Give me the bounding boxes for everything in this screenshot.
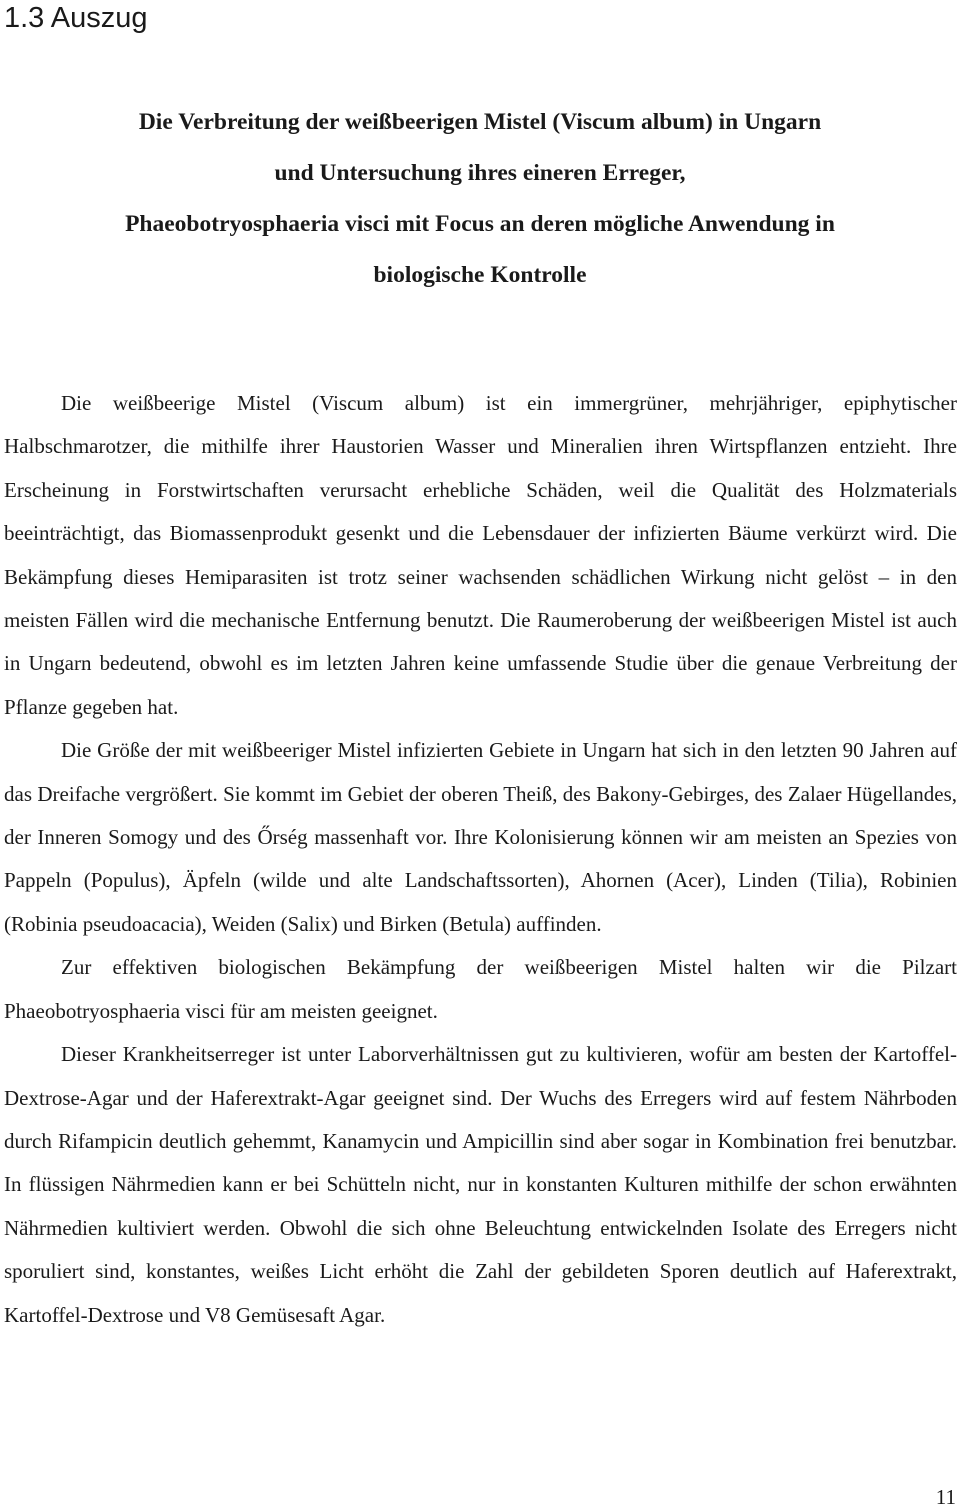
document-title xyxy=(0,97,960,301)
title-line: und Untersuchung ihres eineren Erreger, xyxy=(274,160,686,186)
title-line: biologische Kontrolle xyxy=(373,262,587,288)
abstract-body xyxy=(4,382,957,1337)
body-paragraph: Die Größe der mit weißbeeriger Mistel infizierten Gebiete in Ungarn hat sich in den letzten 90 Jahren auf das Dreifache vergrößert. Sie kommt im Gebiet der oberen Theiß, des Bakony-Gebirges, des Zalaer Hügellandes, der Inneren Somogy und des Őrség massenhaft vor. Ihre Kolonisierung können wir am meisten an Spezies von Pappeln (Populus), Äpfeln (wilde und alte Landschaftssorten), Ahornen (Acer), Linden (Tilia), Robinien (Robinia pseudoacacia), Weiden (Salix) und Birken (Betula) auffinden. xyxy=(4,738,957,936)
body-paragraph: Die weißbeerige Mistel (Viscum album) ist ein immergrüner, mehrjähriger, epiphytischer Halbschmarotzer, die mithilfe ihrer Haustorien Wasser und Mineralien ihren Wirtspflanzen entzieht. Ihre Erscheinung in Forstwirtschaften verursacht erhebliche Schäden, weil die Qualität des Holzmaterials beeinträchtigt, das Biomassenprodukt gesenkt und die Lebensdauer der infizierten Bäume verkürzt wird. Die Bekämpfung dieses Hemiparasiten ist trotz seiner wachsenden schädlichen Wirkung nicht gelöst – in den meisten Fällen wird die mechanische Entfernung benutzt. Die Raumeroberung der weißbeerigen Mistel ist auch in Ungarn bedeutend, obwohl es im letzten Jahren keine umfassende Studie über die genaue Verbreitung der Pflanze gegeben hat. xyxy=(4,391,957,719)
page-number: 11 xyxy=(935,1485,956,1509)
body-paragraph: Dieser Krankheitserreger ist unter Laborverhältnissen gut zu kultivieren, wofür am besten der Kartoffel-Dextrose-Agar und der Haferextrakt-Agar geeignet sind. Der Wuchs des Erregers wird auf festem Nährboden durch Rifampicin deutlich gehemmt, Kanamycin und Ampicillin sind aber sogar in Kombination frei benutzbar. In flüssigen Nährmedien kann er bei Schütteln nicht, nur in konstanten Kulturen mithilfe der schon erwähnten Nährmedien kultiviert werden. Obwohl die sich ohne Beleuchtung entwickelnden Isolate des Erregers nicht sporuliert sind, konstantes, weißes Licht erhöht die Zahl der gebildeten Sporen deutlich auf Haferextrakt, Kartoffel-Dextrose und V8 Gemüsesaft Agar. xyxy=(4,1042,957,1327)
body-paragraph: Zur effektiven biologischen Bekämpfung der weißbeerigen Mistel halten wir die Pilzart Phaeobotryosphaeria visci für am meisten geeignet. xyxy=(4,955,957,1023)
title-line: Phaeobotryosphaeria visci mit Focus an deren mögliche Anwendung in xyxy=(125,211,835,237)
section-heading: 1.3 Auszug xyxy=(4,2,148,34)
title-line: Die Verbreitung der weißbeerigen Mistel (Viscum album) in Ungarn xyxy=(138,109,822,135)
